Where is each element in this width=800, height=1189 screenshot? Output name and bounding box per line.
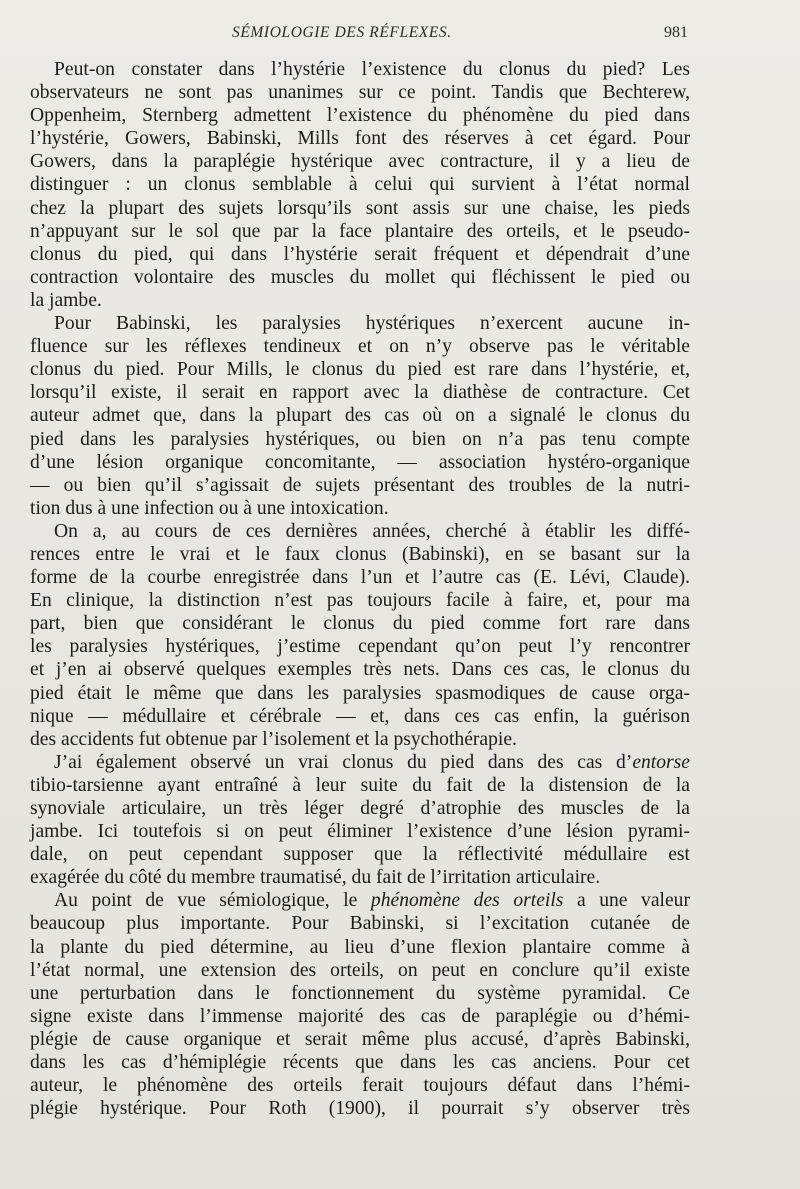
text-line: Pour Babinski, les paralysies hystériques n’exercent aucune in- (54, 313, 690, 335)
text-line: beaucoup plus importante. Pour Babinski, si l’excitation cutanée de (30, 913, 690, 935)
text-line: l’hystérie, Gowers, Babinski, Mills font des réserves à cet égard. Pour (30, 128, 690, 150)
text-line: lorsqu’il existe, il serait en rapport avec la diathèse de contracture. Cet (30, 382, 690, 404)
text-line: On a, au cours de ces dernières années, cherché à établir les diffé- (54, 520, 690, 542)
text-line: dale, on peut cependant supposer que la réflectivité médullaire est (30, 844, 690, 866)
text-line: l’état normal, une extension des orteils, on peut en conclure qu’il existe (30, 959, 690, 981)
text-line: jambe. Ici toutefois si on peut éliminer l’existence d’une lésion pyrami- (30, 821, 690, 843)
text-line: Gowers, dans la paraplégie hystérique avec contracture, il y a lieu de (30, 151, 690, 173)
text-line: n’appuyant sur le sol que par la face plantaire des orteils, et le pseudo- (30, 220, 690, 242)
text-line: d’une lésion organique concomitante, — association hystéro-organique (30, 451, 690, 473)
text-line: pied dans les paralysies hystériques, ou bien on n’a pas tenu compte (30, 428, 690, 450)
text-line: synoviale articulaire, un très léger degré d’atrophie des muscles de la (30, 798, 690, 819)
text-line: auteur, le phénomène des orteils ferait toujours défaut dans l’hémi- (30, 1075, 690, 1097)
text-line (30, 751, 690, 774)
body-text (30, 58, 690, 1120)
text-line: auteur admet que, dans la plupart des cas où on a signalé le clonus du (30, 405, 690, 427)
text-line: une perturbation dans le fonctionnement du système pyramidal. Ce (30, 982, 690, 1004)
text-run: Au point de vue sémiologique, le (54, 890, 371, 912)
italic-term: phénomène des orteils (370, 890, 564, 912)
text-run: a une valeur (563, 890, 691, 912)
text-line: distinguer : un clonus semblable à celui qui survient à l’état normal (30, 174, 690, 196)
text-line: signe existe dans l’immense majorité des cas de paraplégie ou d’hémi- (30, 1005, 690, 1027)
text-line: plégie de cause organique et serait même plus accusé, d’après Babinski, (30, 1028, 690, 1050)
text-line: les paralysies hystériques, j’estime cependant qu’on peut l’y rencontrer (30, 636, 690, 658)
text-run: J’ai également observé un vrai clonus du pied dans des cas d’ (54, 751, 633, 773)
text-line: pied était le même que dans les paralysies spasmodiques de cause orga- (30, 682, 690, 704)
text-line: En clinique, la distinction n’est pas toujours facile à faire, et, pour ma (30, 590, 690, 612)
text-line: rences entre le vrai et le faux clonus (Babinski), en se basant sur la (30, 543, 690, 565)
text-line: Peut-on constater dans l’hystérie l’existence du clonus du pied? Les (54, 59, 690, 80)
text-line: forme de la courbe enregistrée dans l’un et l’autre cas (E. Lévi, Claude). (30, 567, 690, 589)
text-line: la jambe. (30, 289, 102, 311)
page-number: 981 (664, 24, 688, 41)
text-line: des accidents fut obtenue par l’isolement et la psychothérapie. (30, 728, 517, 750)
text-line: observateurs ne sont pas unanimes sur ce point. Tandis que Bechterew, (30, 82, 690, 104)
text-line: — ou bien qu’il s’agissait de sujets présentant des troubles de la nutri- (30, 474, 690, 496)
text-line: dans les cas d’hémiplégie récents que dans les cas anciens. Pour cet (30, 1052, 690, 1074)
text-line: contraction volontaire des muscles du mollet qui fléchissent le pied ou (30, 266, 690, 288)
italic-term: entorse (632, 751, 690, 773)
text-line: Oppenheim, Sternberg admettent l’existence du phénomène du pied dans (30, 105, 690, 127)
text-line (30, 889, 690, 912)
text-line: tibio-tarsienne ayant entraîné à leur suite du fait de la distension de la (30, 774, 690, 796)
text-line: plégie hystérique. Pour Roth (1900), il pourrait s’y observer très (30, 1098, 690, 1120)
text-line: fluence sur les réflexes tendineux et on n’y observe pas le véritable (30, 336, 690, 358)
text-line: la plante du pied détermine, au lieu d’une flexion plantaire comme à (30, 936, 690, 958)
text-line: exagérée du côté du membre traumatisé, du fait de l’irritation articulaire. (30, 867, 601, 889)
text-line: chez la plupart des sujets lorsqu’ils sont assis sur une chaise, les pieds (30, 197, 690, 219)
text-line: clonus du pied, qui dans l’hystérie serait fréquent et dépendrait d’une (30, 243, 690, 265)
running-title: SÉMIOLOGIE DES RÉFLEXES. (232, 24, 452, 41)
text-line: part, bien que considérant le clonus du pied comme fort rare dans (30, 613, 690, 635)
text-line: clonus du pied. Pour Mills, le clonus du pied est rare dans l’hystérie, et, (30, 359, 690, 381)
text-line: tion dus à une infection ou à une intoxication. (30, 497, 389, 519)
text-line: nique — médullaire et cérébrale — et, dans ces cas enfin, la guérison (30, 705, 690, 727)
text-line: et j’en ai observé quelques exemples très nets. Dans ces cas, le clonus du (30, 659, 690, 681)
